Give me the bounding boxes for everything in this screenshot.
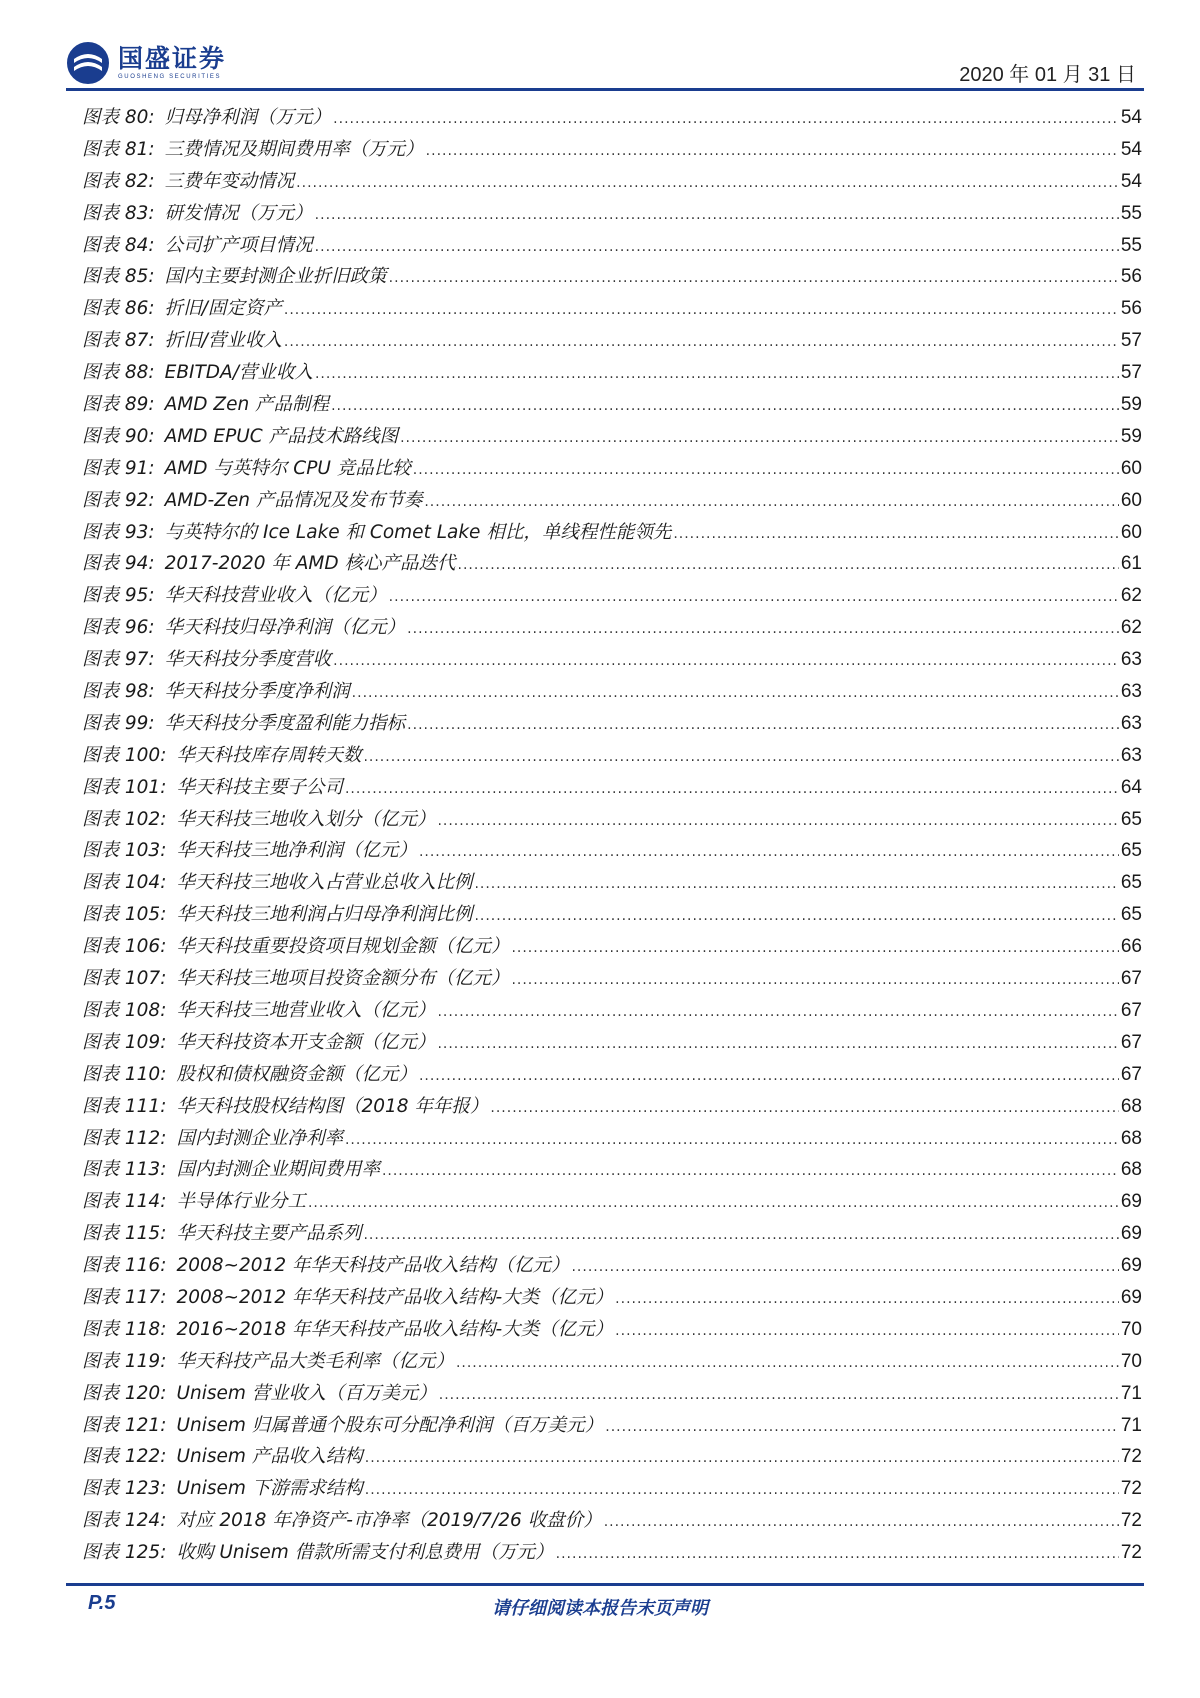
toc-figure-title: EBITDA/营业收入 xyxy=(164,362,313,384)
toc-page-number: 59 xyxy=(1120,425,1142,447)
toc-dot-leader xyxy=(315,239,1119,255)
toc-dot-leader xyxy=(437,813,1118,829)
toc-page-number: 65 xyxy=(1120,872,1142,894)
toc-entry[interactable] xyxy=(82,1442,1142,1474)
toc-dot-leader xyxy=(458,557,1119,573)
disclaimer-note: 请仔细阅读本报告末页声明 xyxy=(492,1598,708,1619)
toc-dot-leader xyxy=(419,1068,1119,1084)
toc-entry[interactable] xyxy=(82,1347,1142,1379)
footer-divider xyxy=(66,1583,1144,1586)
toc-figure-number: 图表 112: xyxy=(82,1127,167,1149)
toc-figure-number: 图表 99: xyxy=(82,712,155,734)
toc-entry[interactable] xyxy=(82,1411,1142,1443)
toc-figure-number: 图表 86: xyxy=(82,298,155,320)
toc-figure-title: 国内主要封测企业折旧政策 xyxy=(164,266,387,288)
toc-page-number: 70 xyxy=(1120,1318,1142,1340)
toc-entry[interactable] xyxy=(82,454,1142,486)
toc-dot-leader xyxy=(284,302,1119,318)
toc-page-number: 71 xyxy=(1120,1382,1142,1404)
toc-page-number: 65 xyxy=(1120,840,1142,862)
toc-figure-number: 图表 91: xyxy=(82,457,155,479)
toc-page-number: 63 xyxy=(1120,649,1142,671)
toc-page-number: 70 xyxy=(1120,1350,1142,1372)
toc-figure-title: AMD 与英特尔 CPU 竞品比较 xyxy=(164,457,411,479)
toc-page-number: 66 xyxy=(1120,936,1142,958)
toc-page-number: 54 xyxy=(1120,138,1142,160)
toc-dot-leader xyxy=(673,526,1119,542)
toc-figure-title: 2016~2018 年华天科技产品收入结构-大类（亿元） xyxy=(176,1318,614,1340)
toc-dot-leader xyxy=(424,494,1119,510)
toc-figure-title: 对应 2018 年净资产-市净率（2019/7/26 收盘价） xyxy=(176,1510,602,1532)
toc-entry[interactable] xyxy=(82,135,1142,167)
toc-figure-title: 华天科技股权结构图（2018 年年报） xyxy=(176,1095,489,1117)
toc-dot-leader xyxy=(456,1355,1119,1371)
toc-figure-title: Unisem 归属普通个股东可分配净利润（百万美元） xyxy=(176,1414,604,1436)
toc-entry[interactable] xyxy=(82,422,1142,454)
toc-entry[interactable] xyxy=(82,1315,1142,1347)
toc-figure-title: 三费年变动情况 xyxy=(164,170,295,192)
toc-page-number: 62 xyxy=(1120,585,1142,607)
logo-chinese-name: 国盛证券 xyxy=(118,44,227,73)
toc-figure-title: 华天科技分季度净利润 xyxy=(164,681,350,703)
toc-dot-leader xyxy=(284,334,1119,350)
toc-figure-number: 图表 118: xyxy=(82,1318,167,1340)
toc-dot-leader xyxy=(345,1132,1119,1148)
toc-figure-number: 图表 82: xyxy=(82,170,155,192)
toc-figure-title: 国内封测企业净利率 xyxy=(176,1127,343,1149)
toc-page-number: 72 xyxy=(1120,1542,1142,1564)
toc-page-number: 56 xyxy=(1120,298,1142,320)
toc-entry[interactable] xyxy=(82,581,1142,613)
toc-figure-title: 折旧/营业收入 xyxy=(164,330,282,352)
toc-entry[interactable] xyxy=(82,677,1142,709)
toc-dot-leader xyxy=(556,1546,1119,1562)
toc-dot-leader xyxy=(615,1291,1119,1307)
toc-figure-title: AMD Zen 产品制程 xyxy=(164,394,330,416)
toc-figure-title: 华天科技分季度盈利能力指标 xyxy=(164,712,406,734)
toc-figure-number: 图表 88: xyxy=(82,362,155,384)
toc-entry[interactable] xyxy=(82,518,1142,550)
toc-figure-number: 图表 98: xyxy=(82,681,155,703)
toc-entry[interactable] xyxy=(82,1092,1142,1124)
toc-page-number: 69 xyxy=(1120,1255,1142,1277)
toc-figure-title: 公司扩产项目情况 xyxy=(164,234,313,256)
toc-dot-leader xyxy=(333,111,1119,127)
toc-figure-number: 图表 92: xyxy=(82,489,155,511)
toc-page-number: 62 xyxy=(1120,617,1142,639)
toc-page-number: 71 xyxy=(1120,1414,1142,1436)
toc-dot-leader xyxy=(490,1100,1118,1116)
toc-figure-number: 图表 117: xyxy=(82,1286,167,1308)
toc-figure-number: 图表 120: xyxy=(82,1382,167,1404)
toc-figure-number: 图表 95: xyxy=(82,585,155,607)
toc-figure-title: 归母净利润（万元） xyxy=(164,107,332,128)
toc-page-number: 60 xyxy=(1120,457,1142,479)
toc-dot-leader xyxy=(413,462,1119,478)
page-number: P.5 xyxy=(88,1592,116,1614)
toc-entry[interactable] xyxy=(82,964,1142,996)
toc-dot-leader xyxy=(389,589,1119,605)
toc-figure-number: 图表 119: xyxy=(82,1350,167,1372)
toc-dot-leader xyxy=(308,1195,1119,1211)
toc-figure-title: 股权和债权融资金额（亿元） xyxy=(176,1063,417,1085)
toc-figure-title: 华天科技重要投资项目规划金额（亿元） xyxy=(176,936,510,958)
toc-figure-number: 图表 110: xyxy=(82,1063,167,1085)
toc-page-number: 57 xyxy=(1120,330,1142,352)
toc-entry[interactable] xyxy=(82,326,1142,358)
toc-entry[interactable] xyxy=(82,1124,1142,1156)
toc-dot-leader xyxy=(437,1036,1118,1052)
toc-figure-title: Unisem 下游需求结构 xyxy=(176,1478,363,1500)
toc-figure-number: 图表 122: xyxy=(82,1446,167,1468)
toc-figure-title: 国内封测企业期间费用率 xyxy=(176,1159,380,1181)
toc-dot-leader xyxy=(571,1259,1118,1275)
toc-page-number: 64 xyxy=(1120,776,1142,798)
toc-figure-title: 华天科技主要产品系列 xyxy=(176,1223,362,1245)
toc-entry[interactable] xyxy=(82,996,1142,1028)
toc-page-number: 60 xyxy=(1120,521,1142,543)
toc-figure-number: 图表 93: xyxy=(82,521,155,543)
figure-index-list xyxy=(82,103,1142,1570)
toc-figure-number: 图表 101: xyxy=(82,776,167,798)
toc-entry[interactable] xyxy=(82,868,1142,900)
toc-dot-leader xyxy=(296,175,1119,191)
toc-entry[interactable] xyxy=(82,486,1142,518)
toc-entry[interactable] xyxy=(82,167,1142,199)
toc-entry[interactable] xyxy=(82,1379,1142,1411)
toc-entry[interactable] xyxy=(82,1474,1142,1506)
toc-page-number: 68 xyxy=(1120,1159,1142,1181)
toc-dot-leader xyxy=(511,972,1118,988)
toc-entry[interactable] xyxy=(82,645,1142,677)
toc-figure-title: 2008~2012 年华天科技产品收入结构（亿元） xyxy=(176,1255,570,1277)
toc-dot-leader xyxy=(365,1482,1119,1498)
toc-dot-leader xyxy=(382,1163,1119,1179)
page-header xyxy=(66,38,1144,90)
toc-figure-title: 收购 Unisem 借款所需支付利息费用（万元） xyxy=(176,1542,554,1564)
toc-page-number: 69 xyxy=(1120,1191,1142,1213)
toc-entry[interactable] xyxy=(82,549,1142,581)
header-divider xyxy=(66,88,1144,91)
toc-dot-leader xyxy=(511,940,1118,956)
toc-entry[interactable] xyxy=(82,773,1142,805)
toc-dot-leader xyxy=(426,143,1119,159)
toc-figure-title: 华天科技归母净利润（亿元） xyxy=(164,617,406,639)
toc-figure-number: 图表 103: xyxy=(82,840,167,862)
toc-figure-title: 华天科技库存周转天数 xyxy=(176,744,362,766)
toc-entry[interactable] xyxy=(82,1028,1142,1060)
toc-dot-leader xyxy=(605,1419,1119,1435)
toc-figure-number: 图表 89: xyxy=(82,394,155,416)
toc-figure-number: 图表 102: xyxy=(82,808,167,830)
toc-dot-leader xyxy=(315,366,1119,382)
toc-figure-title: 折旧/固定资产 xyxy=(164,298,282,320)
toc-figure-title: 华天科技三地收入划分（亿元） xyxy=(176,808,436,830)
toc-dot-leader xyxy=(389,270,1119,286)
toc-dot-leader xyxy=(615,1323,1119,1339)
toc-page-number: 56 xyxy=(1120,266,1142,288)
toc-page-number: 68 xyxy=(1120,1127,1142,1149)
toc-figure-title: 华天科技主要子公司 xyxy=(176,776,343,798)
toc-entry[interactable] xyxy=(82,836,1142,868)
toc-page-number: 55 xyxy=(1120,234,1142,256)
toc-page-number: 54 xyxy=(1120,170,1142,192)
toc-entry[interactable] xyxy=(82,805,1142,837)
toc-figure-title: 华天科技产品大类毛利率（亿元） xyxy=(176,1350,454,1372)
toc-dot-leader xyxy=(439,1387,1119,1403)
toc-entry[interactable] xyxy=(82,199,1142,231)
toc-dot-leader xyxy=(604,1514,1119,1530)
toc-dot-leader xyxy=(419,844,1119,860)
toc-page-number: 72 xyxy=(1120,1478,1142,1500)
toc-entry[interactable] xyxy=(82,741,1142,773)
toc-figure-title: 华天科技三地项目投资金额分布（亿元） xyxy=(176,968,510,990)
toc-figure-number: 图表 121: xyxy=(82,1414,167,1436)
toc-figure-number: 图表 84: xyxy=(82,234,155,256)
toc-figure-number: 图表 85: xyxy=(82,266,155,288)
toc-figure-title: AMD-Zen 产品情况及发布节奏 xyxy=(164,489,423,511)
guosheng-logo-icon xyxy=(66,41,110,85)
toc-figure-number: 图表 80: xyxy=(82,107,155,128)
toc-page-number: 67 xyxy=(1120,1031,1142,1053)
toc-figure-number: 图表 108: xyxy=(82,999,167,1021)
toc-dot-leader xyxy=(437,1004,1118,1020)
toc-figure-number: 图表 125: xyxy=(82,1542,167,1564)
toc-entry[interactable] xyxy=(82,1060,1142,1092)
toc-page-number: 67 xyxy=(1120,999,1142,1021)
toc-figure-number: 图表 107: xyxy=(82,968,167,990)
toc-figure-number: 图表 94: xyxy=(82,553,155,575)
toc-figure-title: 三费情况及期间费用率（万元） xyxy=(164,138,424,160)
report-date: 2020 年 01 月 31 日 xyxy=(959,64,1136,86)
toc-figure-number: 图表 100: xyxy=(82,744,167,766)
toc-page-number: 61 xyxy=(1120,553,1142,575)
toc-page-number: 65 xyxy=(1120,808,1142,830)
toc-entry[interactable] xyxy=(82,1506,1142,1538)
toc-dot-leader xyxy=(363,1227,1118,1243)
toc-entry[interactable] xyxy=(82,358,1142,390)
toc-figure-title: 半导体行业分工 xyxy=(176,1191,306,1213)
toc-entry[interactable] xyxy=(82,1155,1142,1187)
toc-entry[interactable] xyxy=(82,262,1142,294)
toc-figure-number: 图表 115: xyxy=(82,1223,167,1245)
toc-figure-title: 华天科技三地净利润（亿元） xyxy=(176,840,417,862)
toc-dot-leader xyxy=(315,207,1119,223)
toc-entry[interactable] xyxy=(82,1251,1142,1283)
toc-entry[interactable] xyxy=(82,1538,1142,1570)
toc-figure-title: 华天科技资本开支金额（亿元） xyxy=(176,1031,436,1053)
toc-figure-number: 图表 111: xyxy=(82,1095,167,1117)
toc-page-number: 67 xyxy=(1120,1063,1142,1085)
toc-dot-leader xyxy=(345,781,1119,797)
toc-entry[interactable] xyxy=(82,294,1142,326)
toc-figure-number: 图表 81: xyxy=(82,138,155,160)
toc-figure-number: 图表 113: xyxy=(82,1159,167,1181)
toc-figure-title: 华天科技三地营业收入（亿元） xyxy=(176,999,436,1021)
toc-dot-leader xyxy=(474,908,1118,924)
toc-figure-number: 图表 104: xyxy=(82,872,167,894)
toc-dot-leader xyxy=(333,653,1119,669)
toc-page-number: 63 xyxy=(1120,712,1142,734)
toc-figure-title: Unisem 营业收入（百万美元） xyxy=(176,1382,437,1404)
toc-entry[interactable] xyxy=(82,932,1142,964)
toc-figure-title: 2017-2020 年 AMD 核心产品迭代 xyxy=(164,553,456,575)
toc-page-number: 55 xyxy=(1120,202,1142,224)
toc-page-number: 63 xyxy=(1120,744,1142,766)
toc-figure-number: 图表 114: xyxy=(82,1191,167,1213)
toc-dot-leader xyxy=(400,430,1119,446)
toc-figure-number: 图表 106: xyxy=(82,936,167,958)
toc-figure-title: 2008~2012 年华天科技产品收入结构-大类（亿元） xyxy=(176,1286,614,1308)
toc-figure-number: 图表 123: xyxy=(82,1478,167,1500)
toc-figure-number: 图表 97: xyxy=(82,649,155,671)
toc-dot-leader xyxy=(407,717,1119,733)
toc-page-number: 67 xyxy=(1120,968,1142,990)
logo-english-name: GUOSHENG SECURITIES xyxy=(118,74,222,80)
toc-page-number: 54 xyxy=(1120,107,1142,128)
toc-page-number: 69 xyxy=(1120,1223,1142,1245)
toc-figure-number: 图表 87: xyxy=(82,330,155,352)
toc-figure-title: 华天科技营业收入（亿元） xyxy=(164,585,387,607)
toc-figure-title: 华天科技三地收入占营业总收入比例 xyxy=(176,872,473,894)
toc-page-number: 65 xyxy=(1120,904,1142,926)
toc-page-number: 63 xyxy=(1120,681,1142,703)
toc-entry[interactable] xyxy=(82,1283,1142,1315)
toc-page-number: 72 xyxy=(1120,1510,1142,1532)
toc-entry[interactable] xyxy=(82,709,1142,741)
toc-figure-number: 图表 105: xyxy=(82,904,167,926)
toc-figure-title: AMD EPUC 产品技术路线图 xyxy=(164,425,399,447)
toc-page-number: 72 xyxy=(1120,1446,1142,1468)
toc-page-number: 69 xyxy=(1120,1286,1142,1308)
toc-figure-title: 华天科技三地利润占归母净利润比例 xyxy=(176,904,473,926)
toc-entry[interactable] xyxy=(82,1187,1142,1219)
toc-figure-number: 图表 96: xyxy=(82,617,155,639)
toc-figure-number: 图表 116: xyxy=(82,1255,167,1277)
toc-page-number: 57 xyxy=(1120,362,1142,384)
toc-dot-leader xyxy=(363,749,1118,765)
company-logo xyxy=(66,38,226,88)
toc-dot-leader xyxy=(474,876,1118,892)
toc-entry[interactable] xyxy=(82,613,1142,645)
toc-figure-title: Unisem 产品收入结构 xyxy=(176,1446,363,1468)
toc-dot-leader xyxy=(331,398,1119,414)
toc-entry[interactable] xyxy=(82,103,1142,135)
toc-entry[interactable] xyxy=(82,900,1142,932)
toc-figure-number: 图表 83: xyxy=(82,202,155,224)
toc-dot-leader xyxy=(365,1450,1119,1466)
toc-figure-title: 研发情况（万元） xyxy=(164,202,313,224)
toc-figure-number: 图表 109: xyxy=(82,1031,167,1053)
toc-page-number: 68 xyxy=(1120,1095,1142,1117)
toc-figure-number: 图表 124: xyxy=(82,1510,167,1532)
toc-page-number: 60 xyxy=(1120,489,1142,511)
toc-figure-title: 与英特尔的 Ice Lake 和 Comet Lake 相比，单线程性能领先 xyxy=(164,521,672,543)
toc-figure-title: 华天科技分季度营收 xyxy=(164,649,332,671)
toc-entry[interactable] xyxy=(82,231,1142,263)
toc-figure-number: 图表 90: xyxy=(82,425,155,447)
toc-dot-leader xyxy=(352,685,1119,701)
toc-entry[interactable] xyxy=(82,390,1142,422)
toc-dot-leader xyxy=(407,621,1119,637)
toc-entry[interactable] xyxy=(82,1219,1142,1251)
toc-page-number: 59 xyxy=(1120,394,1142,416)
